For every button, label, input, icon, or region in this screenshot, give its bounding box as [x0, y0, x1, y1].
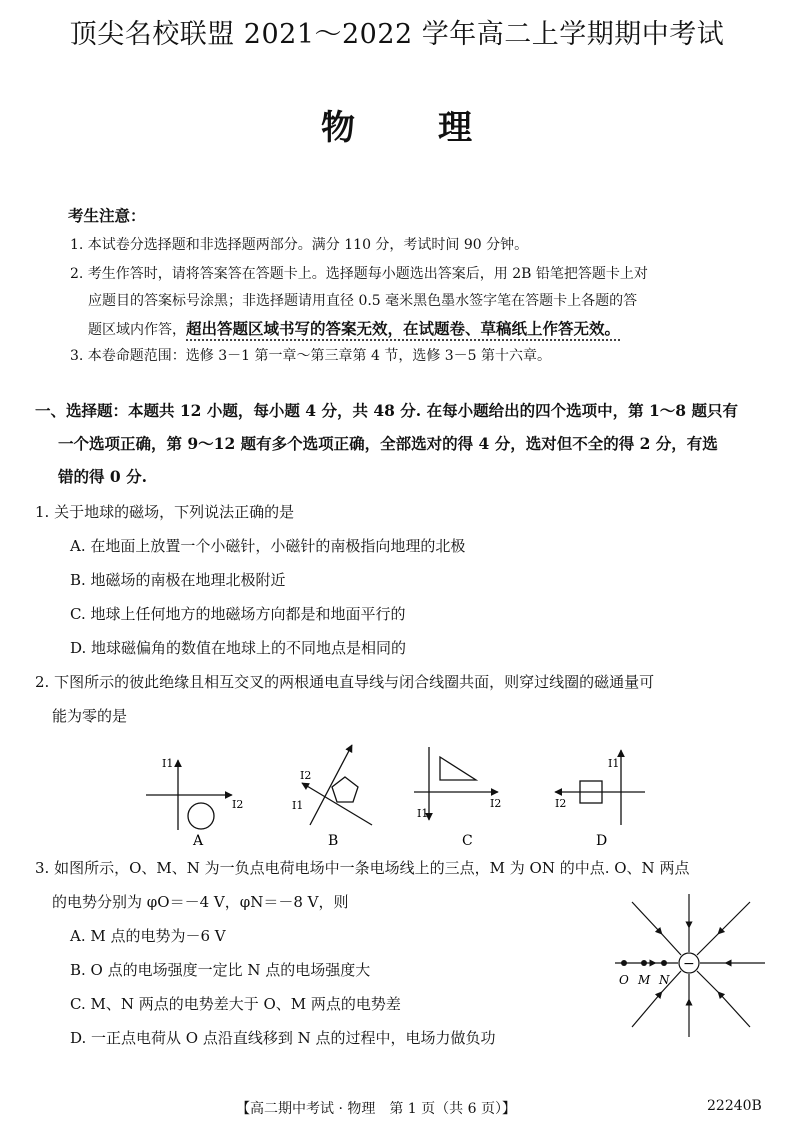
notice-item-2-end: [88, 317, 620, 339]
subject-char-2: 理: [438, 108, 473, 148]
q2-d-label-i1: I1: [608, 757, 620, 770]
exam-title: 顶尖名校联盟 2021～2022 学年高二上学期期中考试: [69, 19, 725, 50]
q2-label-a: A: [193, 833, 204, 849]
q2-c-label-i2: I2: [490, 797, 502, 810]
q2-figure-b: [302, 745, 372, 825]
q3-stem-1: 3. 如图所示，O、M、N 为一负点电荷电场中一条电场线上的三点，M 为 ON 的中点. O、N 两点: [35, 859, 690, 877]
q2-c-label-i1: I1: [417, 807, 429, 820]
section1-line-1: 一、选择题：本题共 12 小题，每小题 4 分，共 48 分. 在每小题给出的四个选项中，第 1～8 题只有: [35, 401, 738, 420]
q3-option-c: C. M、N 两点的电势差大于 O、M 两点的电势差: [70, 995, 401, 1013]
section1-line-2: 一个选项正确，第 9～12 题有多个选项正确，全部选对的得 4 分，选对但不全的得 2 分，有选: [58, 434, 718, 453]
q2-figure-d: [555, 750, 645, 825]
q2-label-c: C: [462, 833, 473, 849]
q3-point-n: N: [659, 973, 670, 987]
subject-char-1: 物: [321, 108, 356, 148]
q1-stem: 1. 关于地球的磁场，下列说法正确的是: [35, 503, 295, 521]
notice-item-2-cont: 应题目的答案标号涂黑；非选择题请用直径 0.5 毫米黑色墨水签字笔在答题卡上各题的答: [88, 293, 638, 309]
notice-emphasis: 超出答题区域书写的答案无效，在试题卷、草稿纸上作答无效。: [186, 320, 621, 338]
q2-label-d: D: [596, 833, 608, 849]
notice-item-2-end-text: 题区域内作答，: [88, 322, 186, 338]
q3-charge-sign: −: [683, 956, 695, 972]
q3-field-figure: [610, 892, 770, 1042]
notice-heading: 考生注意：: [68, 206, 146, 225]
q2-b-label-i1: I1: [292, 799, 304, 812]
paper-code: 22240B: [707, 1098, 762, 1114]
notice-item-2: 2. 考生作答时，请将答案答在答题卡上。选择题每小题选出答案后，用 2B 铅笔把答题卡上对: [70, 266, 648, 282]
q2-stem-1: 2. 下图所示的彼此绝缘且相互交叉的两根通电直导线与闭合线圈共面，则穿过线圈的磁通量可: [35, 673, 655, 691]
q3-option-a: A. M 点的电势为－6 V: [70, 927, 226, 945]
q2-a-label-i2: I2: [232, 798, 244, 811]
q2-stem-2: 能为零的是: [52, 707, 128, 725]
q2-figures: [0, 735, 794, 855]
page-footer: 【高二期中考试 · 物理 第 1 页（共 6 页）】: [236, 1101, 516, 1117]
q2-b-label-i2: I2: [300, 769, 312, 782]
q2-figure-a: [146, 760, 232, 830]
q3-point-o: O: [619, 973, 629, 987]
q1-option-d: D. 地球磁偏角的数值在地球上的不同地点是相同的: [70, 639, 407, 657]
q3-point-m: M: [638, 973, 651, 987]
notice-item-3: 3. 本卷命题范围：选修 3－1 第一章～第三章第 4 节，选修 3－5 第十六章。: [70, 348, 552, 364]
q2-d-label-i2: I2: [555, 797, 567, 810]
q2-label-b: B: [328, 833, 339, 849]
q1-option-b: B. 地磁场的南极在地理北极附近: [70, 571, 286, 589]
notice-item-1: 1. 本试卷分选择题和非选择题两部分。满分 110 分，考试时间 90 分钟。: [70, 237, 529, 253]
q1-option-a: A. 在地面上放置一个小磁针，小磁针的南极指向地理的北极: [70, 537, 466, 555]
q2-a-label-i1: I1: [162, 757, 174, 770]
q3-stem-2: 的电势分别为 φO＝－4 V，φN＝－8 V，则: [52, 893, 349, 911]
q3-option-b: B. O 点的电场强度一定比 N 点的电场强度大: [70, 961, 371, 979]
subject-title: [0, 100, 794, 149]
q3-option-d: D. 一正点电荷从 O 点沿直线移到 N 点的过程中，电场力做负功: [70, 1029, 496, 1047]
section1-line-3: 错的得 0 分.: [58, 467, 147, 486]
q1-option-c: C. 地球上任何地方的地磁场方向都是和地面平行的: [70, 605, 406, 623]
